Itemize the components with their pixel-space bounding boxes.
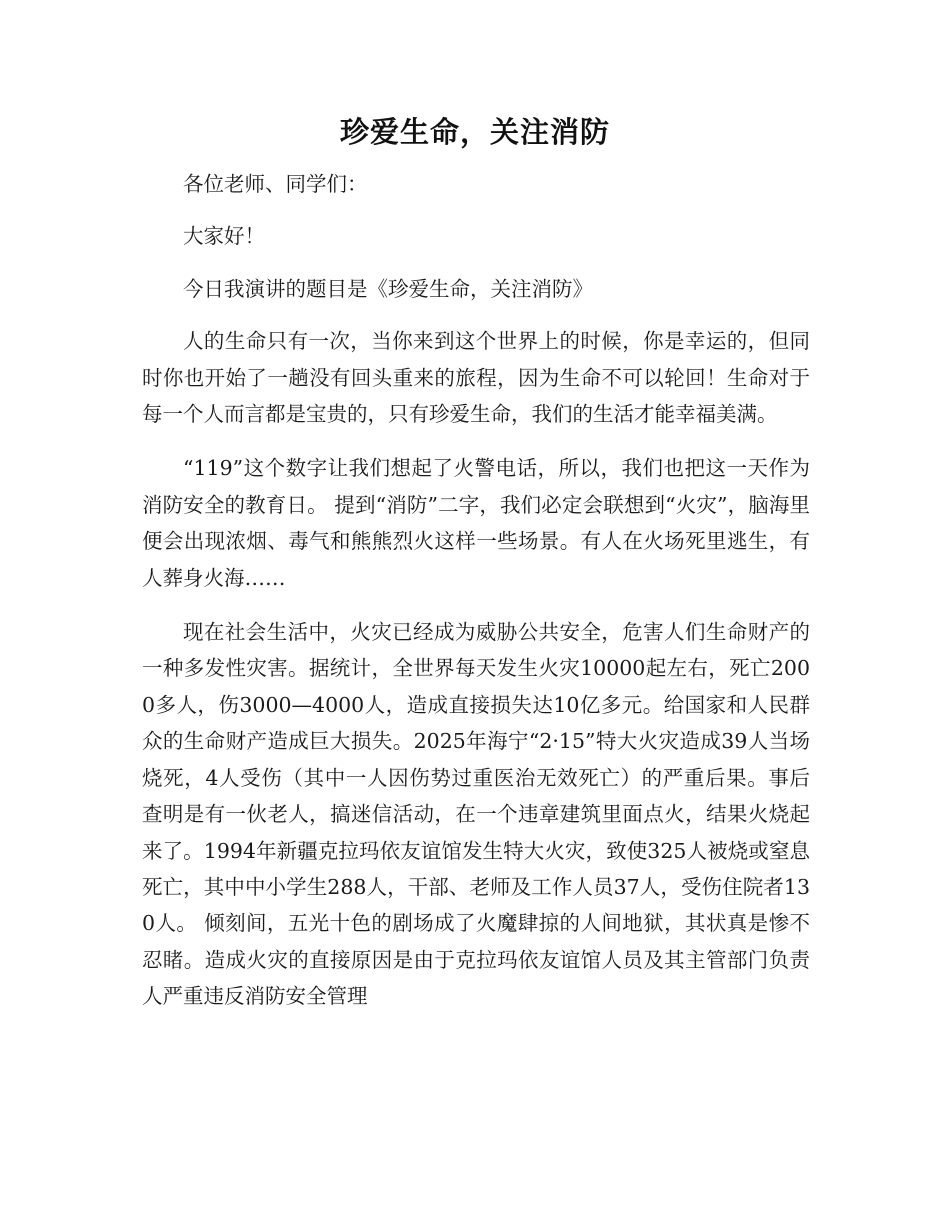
body-paragraph: 现在社会生活中，火灾已经成为威胁公共安全，危害人们生命财产的一种多发性灾害。据统计，全世界每天发生火灾10000起左右，死亡2000多人，伤3000—4000人，造成直接损失达10亿多元。给国家和人民群众的生命财产造成巨大损失。2025年海宁“2·15”特大火灾造成39人当场烧死，4人受伤（其中一人因伤势过重医治无效死亡）的严重后果。事后查明是有一伙老人，搞迷信活动，在一个违章建筑里面点火，结果火烧起来了。1994年新疆克拉玛依友谊馆发生特大火灾，致使325人被烧或窒息死亡，其中中小学生288人，干部、老师及工作人员37人，受伤住院者130人。 倾刻间，五光十色的剧场成了火魔肆掠的人间地狱，其状真是惨不忍睹。造成火灾的直接原因是由于克拉玛依友谊馆人员及其主管部门负责人严重违反消防安全管理	[142, 620, 810, 1009]
greeting-paragraph: 大家好！	[183, 224, 265, 249]
document-title: 珍爱生命，关注消防	[339, 115, 610, 149]
body-paragraph: 人的生命只有一次，当你来到这个世界上的时候，你是幸运的，但同时你也开始了一趟没有回头重来的旅程，因为生命不可以轮回！生命对于每一个人而言都是宝贵的，只有珍爱生命，我们的生活才能幸福美满。	[142, 329, 810, 427]
document-body	[142, 166, 810, 1033]
topic-paragraph: 今日我演讲的题目是《珍爱生命，关注消防》	[183, 276, 593, 301]
salutation-paragraph: 各位老师、同学们：	[183, 172, 368, 196]
body-paragraph: “119”这个数字让我们想起了火警电话，所以，我们也把这一天作为消防安全的教育日。 提到“消防”二字，我们必定会联想到“火灾”，脑海里便会出现浓烟、毒气和熊熊烈火这样一些场景。有人在火场死里逃生，有人葬身火海……	[142, 456, 810, 590]
